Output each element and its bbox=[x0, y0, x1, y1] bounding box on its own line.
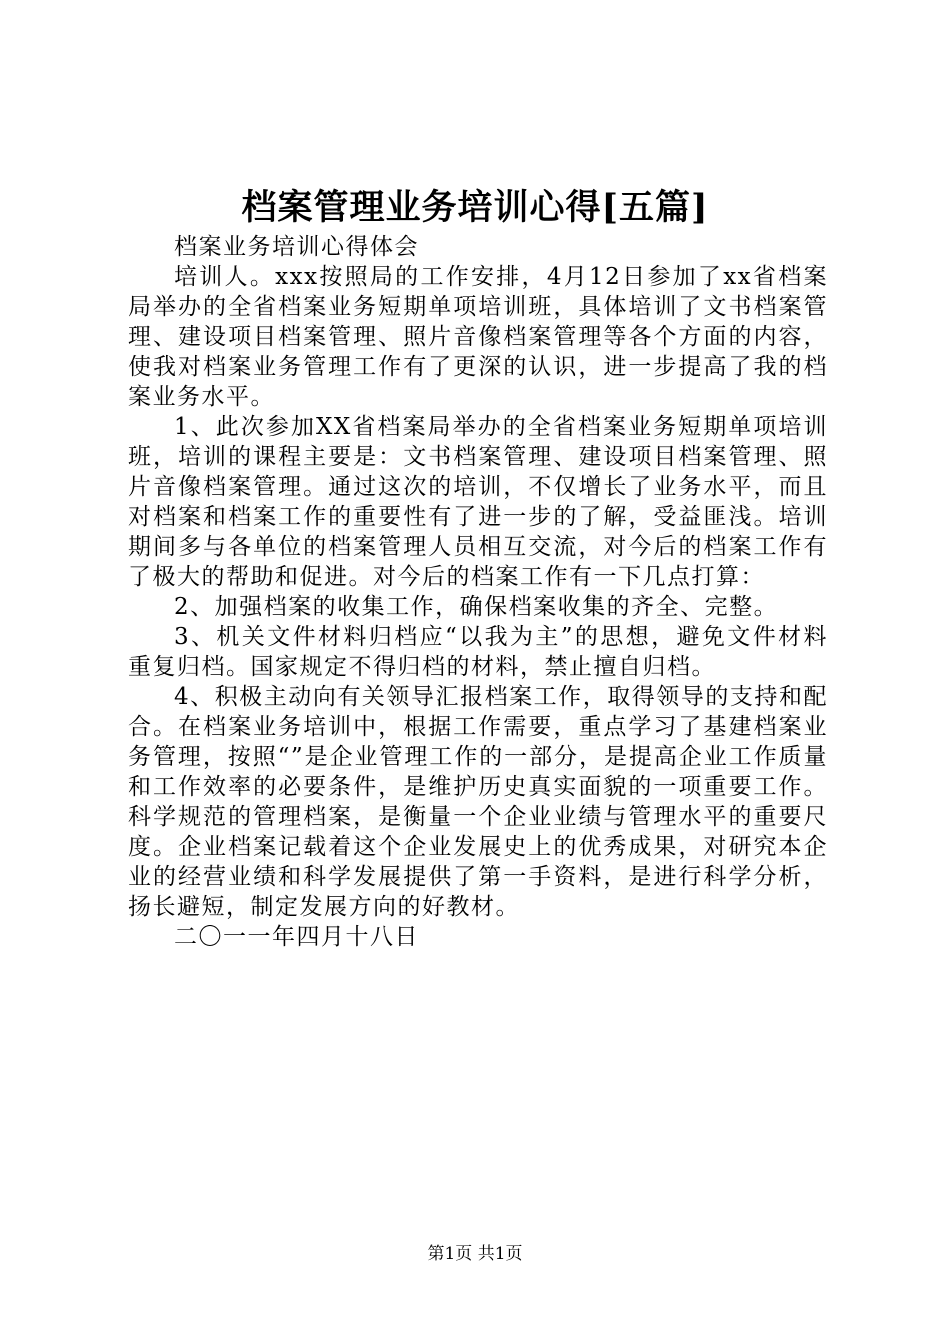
document-body bbox=[128, 232, 828, 952]
page-footer: 第1页 共1页 bbox=[427, 1244, 523, 1264]
paragraph-item-2: 2、加强档案的收集工作，确保档案收集的齐全、完整。 bbox=[174, 594, 779, 620]
paragraph-intro: 培训人。xxx按照局的工作安排，4月12日参加了xx省档案局举办的全省档案业务短期单项培训班，具体培训了文书档案管理、建设项目档案管理、照片音像档案管理等各个方面的内容，使我对档案业务管理工作有了更深的认识，进一步提高了我的档案业务水平。 bbox=[128, 264, 828, 410]
paragraph-item-4: 4、积极主动向有关领导汇报档案工作，取得领导的支持和配合。在档案业务培训中，根据工作需要，重点学习了基建档案业务管理，按照“”是企业管理工作的一部分，是提高企业工作质量和工作效率的必要条件，是维护历史真实面貌的一项重要工作。科学规范的管理档案，是衡量一个企业业绩与管理水平的重要尺度。企业档案记载着这个企业发展史上的优秀成果，对研究本企业的经营业绩和科学发展提供了第一手资料，是进行科学分析，扬长避短，制定发展方向的好教材。 bbox=[128, 684, 828, 920]
paragraph-date: 二〇一一年四月十八日 bbox=[174, 924, 419, 950]
paragraph-item-3: 3、机关文件材料归档应“以我为主”的思想，避免文件材料重复归档。国家规定不得归档的材料，禁止擅自归档。 bbox=[128, 624, 828, 680]
paragraph-subtitle: 档案业务培训心得体会 bbox=[174, 234, 419, 260]
paragraph-item-1: 1、此次参加XX省档案局举办的全省档案业务短期单项培训班，培训的课程主要是：文书档案管理、建设项目档案管理、照片音像档案管理。通过这次的培训，不仅增长了业务水平，而且对档案和档案工作的重要性有了进一步的了解，受益匪浅。培训期间多与各单位的档案管理人员相互交流，对今后的档案工作有了极大的帮助和促进。对今后的档案工作有一下几点打算： bbox=[128, 414, 828, 590]
document-title: 档案管理业务培训心得[五篇] bbox=[241, 187, 709, 228]
